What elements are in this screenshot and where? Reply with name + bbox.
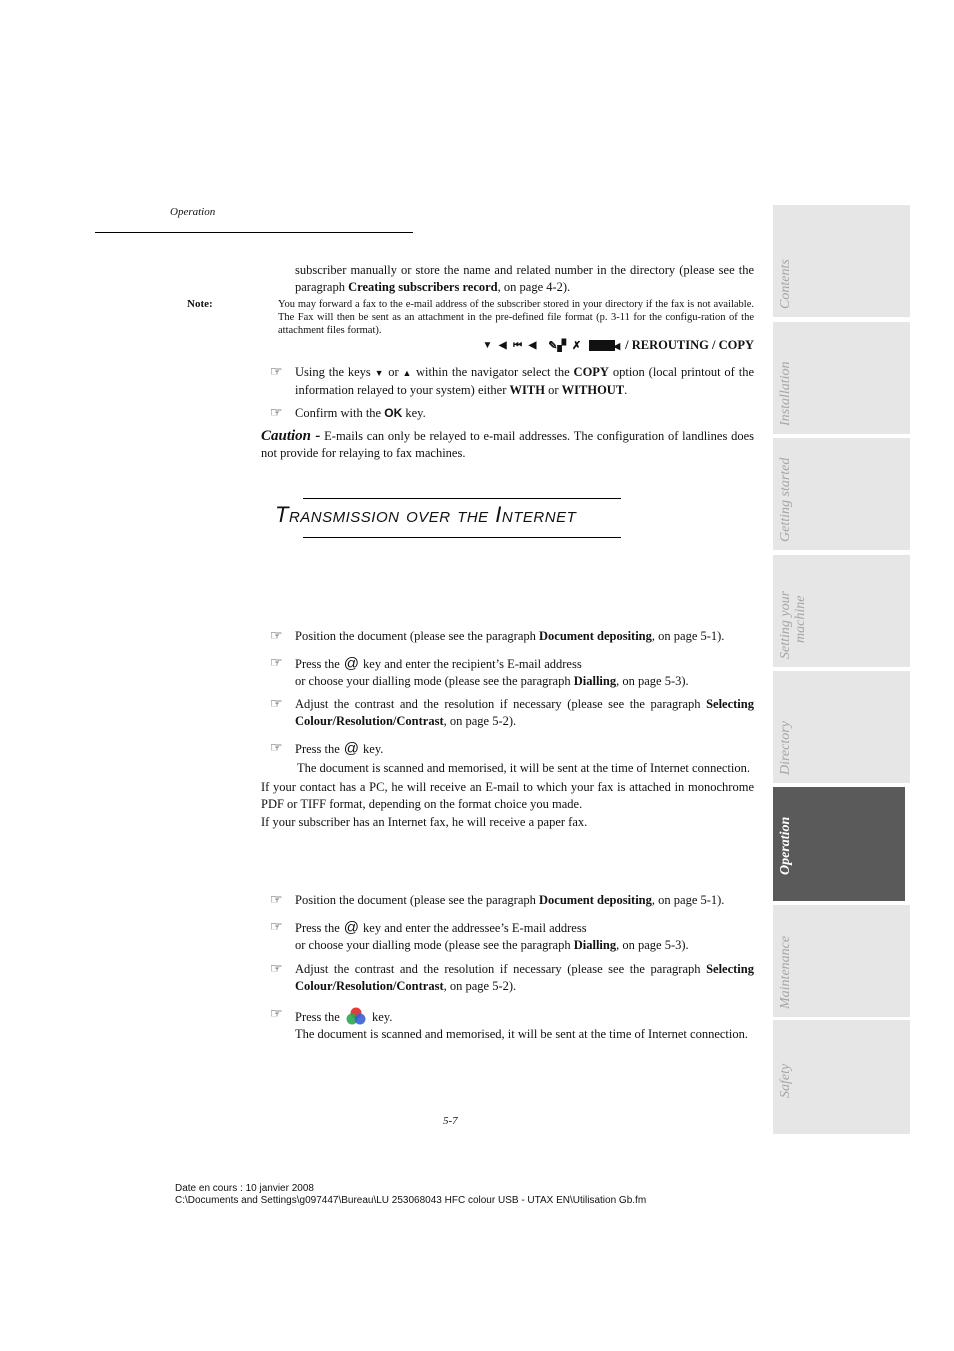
pointing-hand-icon: ☞: [270, 629, 283, 644]
menu-path: [482, 338, 754, 353]
tab-operation[interactable]: Operation: [773, 787, 905, 901]
pointing-hand-icon: ☞: [270, 741, 283, 756]
enter-email-step: Press the @ key and enter the recipient’s E-mail address or choose your dialling mode (please see the paragraph Dialling, on page 5-3).: [295, 655, 689, 688]
adjust-contrast-step: Adjust the contrast and the resolution if necessary (please see the paragraph Selecting Colour/Resolution/Contrast, on page 5-2).: [295, 962, 754, 993]
down-arrow-icon: ▼: [374, 368, 385, 378]
section-title-box: [275, 498, 621, 538]
position-document-step: Position the document (please see the paragraph Document depositing, on page 5-1).: [295, 629, 725, 643]
pointing-hand-icon: ☞: [270, 962, 283, 977]
scanned-note: The document is scanned and memorised, it will be sent at the time of Internet connection.: [295, 1027, 748, 1041]
scanned-note: The document is scanned and memorised, it will be sent at the time of Internet connection.: [297, 761, 750, 775]
press-at-key-step: Press the @ key.: [295, 740, 384, 757]
page-number: 5-7: [443, 1115, 458, 1127]
note-label: Note:: [187, 298, 213, 310]
ok-key-label: OK: [384, 406, 403, 420]
section-title: Transmission over the Internet: [275, 502, 577, 527]
tab-setting-your-machine[interactable]: Setting your machine: [773, 555, 910, 667]
tab-contents[interactable]: Contents: [773, 205, 910, 317]
at-key-icon: @: [343, 655, 360, 672]
adjust-contrast-step: Adjust the contrast and the resolution if necessary (please see the paragraph Selecting Colour/Resolution/Contrast, on page 5-2).: [295, 697, 754, 728]
pointing-hand-icon: ☞: [270, 406, 283, 421]
pointing-hand-icon: ☞: [270, 1007, 283, 1022]
pointing-hand-icon: ☞: [270, 920, 283, 935]
at-key-icon: @: [343, 919, 360, 936]
colour-key-icon: [345, 1006, 367, 1026]
at-key-icon: @: [343, 740, 360, 757]
running-title: Operation: [170, 206, 216, 218]
pointing-hand-icon: ☞: [270, 893, 283, 908]
caution-label: Caution -: [261, 428, 321, 444]
tab-installation[interactable]: Installation: [773, 322, 910, 434]
tab-safety[interactable]: Safety: [773, 1020, 910, 1134]
note-text: You may forward a fax to the e-mail address of the subscriber stored in your directory if the fax is not available. The Fax will then be sent as an attachment in the pre-defined file format (p. 3-11 for the configu-ration of the attachment files format).: [278, 299, 754, 336]
header-rule: [95, 232, 413, 233]
position-document-step: Position the document (please see the paragraph Document depositing, on page 5-1).: [295, 893, 725, 907]
directory-key-icon: ✗: [571, 340, 582, 352]
navigator-keys-icon: ▼ ◀ ⏮ ◀: [482, 340, 539, 351]
tab-directory[interactable]: Directory: [773, 671, 910, 783]
intro-paragraph: subscriber manually or store the name and related number in the directory (please see the paragraph Creating subscribers record, on page 4-2).: [295, 263, 754, 294]
footer: Date en cours : 10 janvier 2008 C:\Documents and Settings\g097447\Bureau\LU 253068043 HFC colour USB - UTAX EN\Utilisation Gb.fm: [175, 1183, 647, 1206]
menu-path-suffix: / REROUTING / COPY: [625, 338, 754, 352]
internet-fax-note: If your subscriber has an Internet fax, he will receive a paper fax.: [261, 815, 588, 829]
pc-recipient-note: If your contact has a PC, he will receive an E-mail to which your fax is attached in monochrome PDF or TIFF format, depending on the format choice you made.: [261, 780, 754, 811]
pointing-hand-icon: ☞: [270, 697, 283, 712]
select-copy-option-step: Using the keys ▼ or ▲ within the navigator select the COPY option (local printout of the information relayed to your system) either WITH or WITHOUT.: [295, 365, 754, 397]
tab-maintenance[interactable]: Maintenance: [773, 905, 910, 1017]
confirm-ok-step: Confirm with the OK key.: [295, 406, 426, 420]
caution-paragraph: Caution - E-mails can only be relayed to e-mail addresses. The configuration of landlines does not provide for relaying to fax machines.: [261, 428, 754, 460]
pointing-hand-icon: ☞: [270, 365, 283, 380]
pointing-hand-icon: ☞: [270, 656, 283, 671]
fax-key-icon: ✎▞: [548, 340, 566, 352]
up-arrow-icon: ▲: [402, 368, 413, 378]
enter-email-step: Press the @ key and enter the addressee’s E-mail address or choose your dialling mode (please see the paragraph Dialling, on page 5-3).: [295, 919, 689, 952]
press-colour-key-step: Press the key.: [295, 1006, 754, 1026]
tab-getting-started[interactable]: Getting started: [773, 438, 910, 550]
menu-key-icon: ◀: [589, 340, 615, 351]
